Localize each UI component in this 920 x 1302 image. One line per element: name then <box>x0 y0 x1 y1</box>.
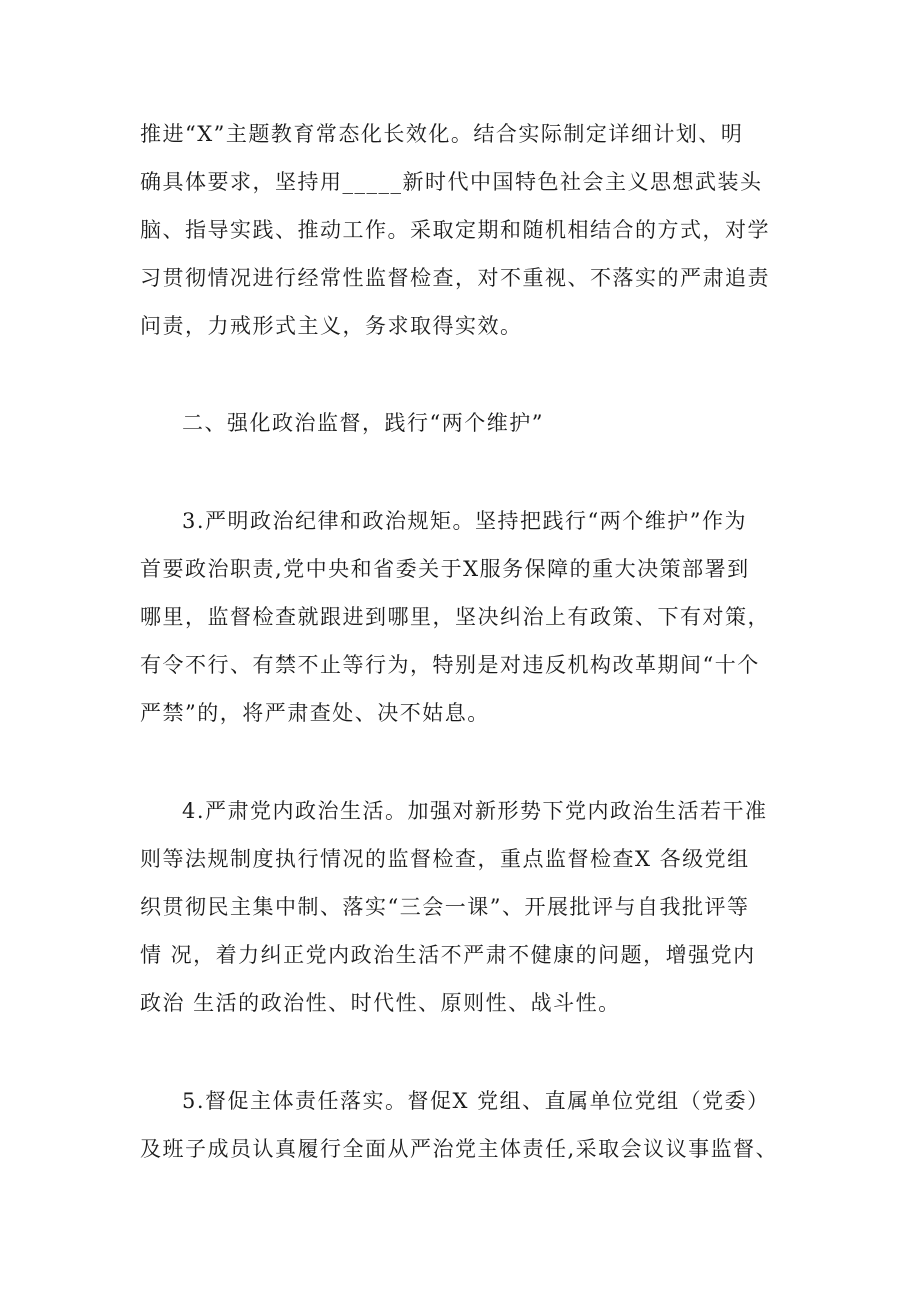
text-line: 推进“X”主题教育常态化长效化。结合实际制定详细计划、明 <box>140 122 744 146</box>
text-line: 确具体要求，坚持用_____新时代中国特色社会主义思想武装头 <box>140 170 763 194</box>
text-line: 及班子成员认真履行全面从严治党主体责任,采取会议议事监督、 <box>140 1137 779 1161</box>
paragraph-item-5 <box>140 1077 780 1173</box>
text-line: 情 况，着力纠正党内政治生活不严肃不健康的问题，增强党内 <box>140 943 756 967</box>
text-line: 严禁”的，将严肃查处、决不姑息。 <box>140 701 490 725</box>
text-line: 4.严肃党内政治生活。加强对新形势下党内政治生活若干准 <box>182 799 768 823</box>
paragraph-intro <box>140 110 780 350</box>
text-line: 习贯彻情况进行经常性监督检查，对不重视、不落实的严肃追责 <box>140 266 770 290</box>
text-line: 5.督促主体责任落实。督促X 党组、直属单位党组（党委） <box>182 1089 770 1113</box>
text-line: 问责，力戒形式主义，务求取得实效。 <box>140 314 523 338</box>
section-heading <box>140 399 780 447</box>
heading-line: 二、强化政治监督，践行“两个维护” <box>182 411 544 435</box>
text-line: 3.严明政治纪律和政治规矩。坚持把践行“两个维护”作为 <box>182 509 748 533</box>
text-line: 织贯彻民主集中制、落实“三会一课”、开展批评与自我批评等 <box>140 895 750 919</box>
text-line: 脑、指导实践、推动工作。采取定期和随机相结合的方式，对学 <box>140 218 770 242</box>
text-line: 首要政治职责,党中央和省委关于X服务保障的重大决策部署到 <box>140 557 750 581</box>
text-line: 政治 生活的政治性、时代性、原则性、战斗性。 <box>140 991 621 1015</box>
text-line: 则等法规制度执行情况的监督检查，重点监督检查X 各级党组 <box>140 847 750 871</box>
paragraph-item-3 <box>140 497 780 737</box>
text-line: 有令不行、有禁不止等行为，特别是对违反机构改革期间“十个 <box>140 653 760 677</box>
text-line: 哪里，监督检查就跟进到哪里，坚决纠治上有政策、下有对策， <box>140 605 770 629</box>
paragraph-item-4 <box>140 787 780 1027</box>
